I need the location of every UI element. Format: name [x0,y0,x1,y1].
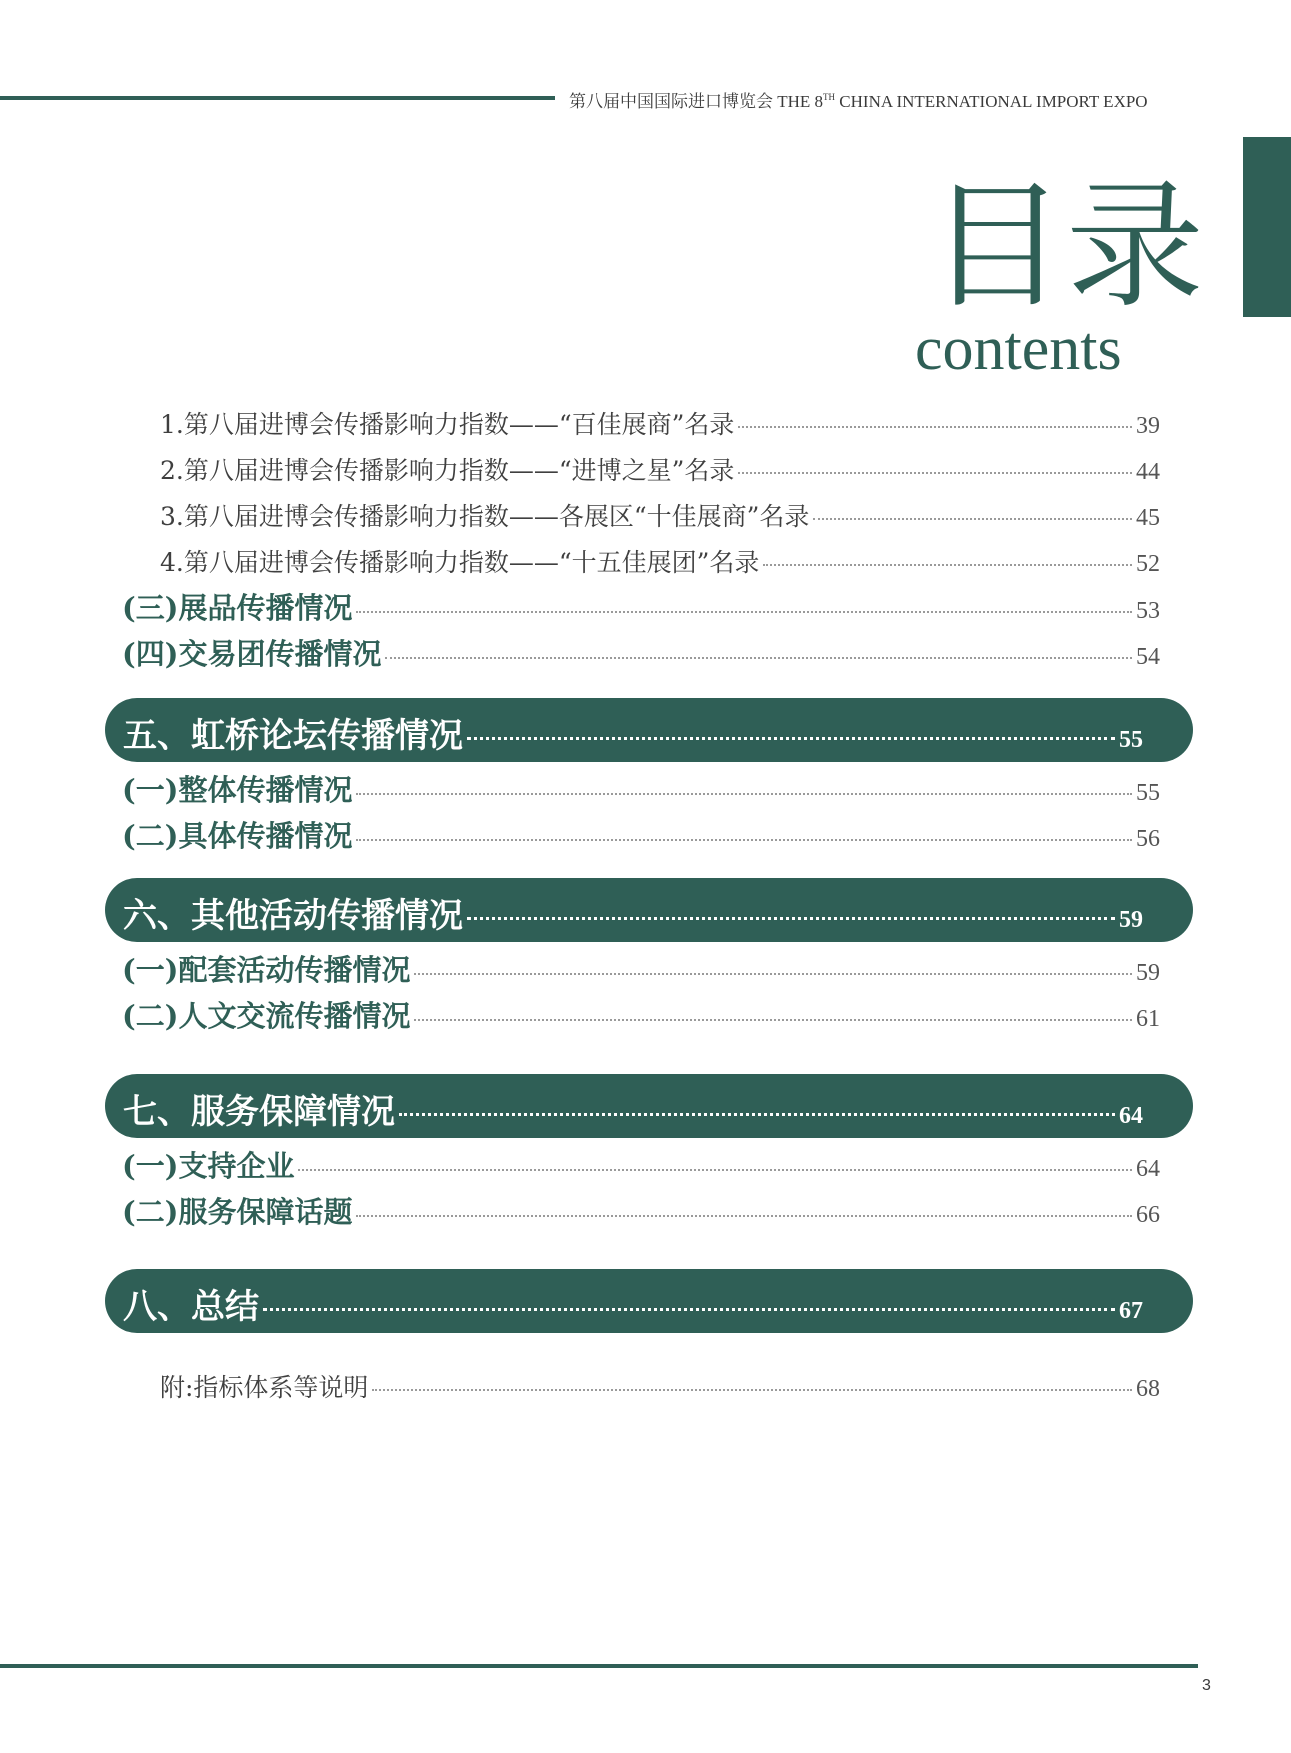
toc-section-page: 53 [1136,598,1160,624]
toc-section-entry[interactable] [122,814,1160,855]
toc-section-page: 55 [1136,780,1160,806]
toc-section-page: 59 [1136,960,1160,986]
page-number: 3 [1202,1677,1211,1694]
toc-section-entry[interactable] [122,948,1160,989]
toc-entry-page: 39 [1136,413,1160,439]
chapter-entry [123,1279,1143,1328]
dot-leader [356,793,1132,795]
dot-leader [356,1215,1132,1217]
toc-section-label: (三)展品传播情况 [122,591,353,625]
toc-entry[interactable] [160,451,1160,487]
chapter-band-7[interactable] [105,1074,1193,1138]
dot-leader [738,472,1132,474]
toc-entry-label: 2.第八届进博会传播影响力指数——“进博之星”名录 [160,456,735,485]
dot-leader [263,1308,1115,1311]
dot-leader [399,1113,1115,1116]
toc-section-page: 64 [1136,1156,1160,1182]
chapter-entry [123,708,1143,757]
chapter-page: 55 [1119,727,1143,753]
footer-rule [0,1664,1198,1668]
header-rule [0,96,555,100]
chapter-label: 六、其他活动传播情况 [123,896,463,936]
chapter-label: 八、总结 [123,1287,259,1327]
toc-section-label: (一)整体传播情况 [122,773,353,807]
toc-section-entry[interactable] [122,586,1160,627]
dot-leader [763,564,1132,566]
toc-entry-page: 52 [1136,551,1160,577]
chapter-page: 59 [1119,907,1143,933]
dot-leader [414,973,1132,975]
dot-leader [813,518,1132,520]
toc-section-label: (二)具体传播情况 [122,819,353,853]
chapter-entry [123,888,1143,937]
chapter-band-6[interactable] [105,878,1193,942]
dot-leader [414,1019,1132,1021]
toc-section-label: (一)支持企业 [122,1149,295,1183]
toc-section-label: (二)服务保障话题 [122,1195,353,1229]
running-header: 第八届中国国际进口博览会 THE 8TH CHINA INTERNATIONAL IMPORT EXPO [569,92,1148,111]
toc-section-label: (一)配套活动传播情况 [122,953,411,987]
dot-leader [356,839,1132,841]
toc-section-entry[interactable] [122,632,1160,673]
chapter-page: 67 [1119,1298,1143,1324]
chapter-label: 五、虹桥论坛传播情况 [123,716,463,756]
chapter-entry [123,1084,1143,1133]
dot-leader [372,1389,1132,1391]
dot-leader [385,657,1132,659]
toc-entry-page: 68 [1136,1376,1160,1402]
toc-entry-label: 1.第八届进博会传播影响力指数——“百佳展商”名录 [160,410,735,439]
toc-section-page: 54 [1136,644,1160,670]
toc-entry[interactable] [160,543,1160,579]
toc-entry[interactable] [160,405,1160,441]
toc-entry-page: 44 [1136,459,1160,485]
toc-section-page: 66 [1136,1202,1160,1228]
dot-leader [467,737,1115,740]
toc-section-entry[interactable] [122,768,1160,809]
toc-entry[interactable] [160,497,1160,533]
toc-section-label: (二)人文交流传播情况 [122,999,411,1033]
chapter-band-8[interactable] [105,1269,1193,1333]
chapter-page: 64 [1119,1103,1143,1129]
dot-leader [738,426,1132,428]
toc-entry-label: 3.第八届进博会传播影响力指数——各展区“十佳展商”名录 [160,502,810,531]
toc-section-label: (四)交易团传播情况 [122,637,382,671]
toc-section-page: 61 [1136,1006,1160,1032]
toc-section-entry[interactable] [122,994,1160,1035]
page-title-zh: 目录 [928,166,1205,327]
toc-section-page: 56 [1136,826,1160,852]
side-tab-marker [1243,137,1291,317]
dot-leader [467,917,1115,920]
toc-section-entry[interactable] [122,1190,1160,1231]
toc-entry-label: 附:指标体系等说明 [160,1373,369,1402]
toc-entry-label: 4.第八届进博会传播影响力指数——“十五佳展团”名录 [160,548,760,577]
toc-section-entry[interactable] [122,1144,1160,1185]
toc-entry-page: 45 [1136,505,1160,531]
dot-leader [298,1169,1132,1171]
page-title-en: contents [915,315,1122,383]
toc-appendix-entry[interactable] [160,1368,1160,1404]
dot-leader [356,611,1132,613]
chapter-band-5[interactable] [105,698,1193,762]
chapter-label: 七、服务保障情况 [123,1092,395,1132]
